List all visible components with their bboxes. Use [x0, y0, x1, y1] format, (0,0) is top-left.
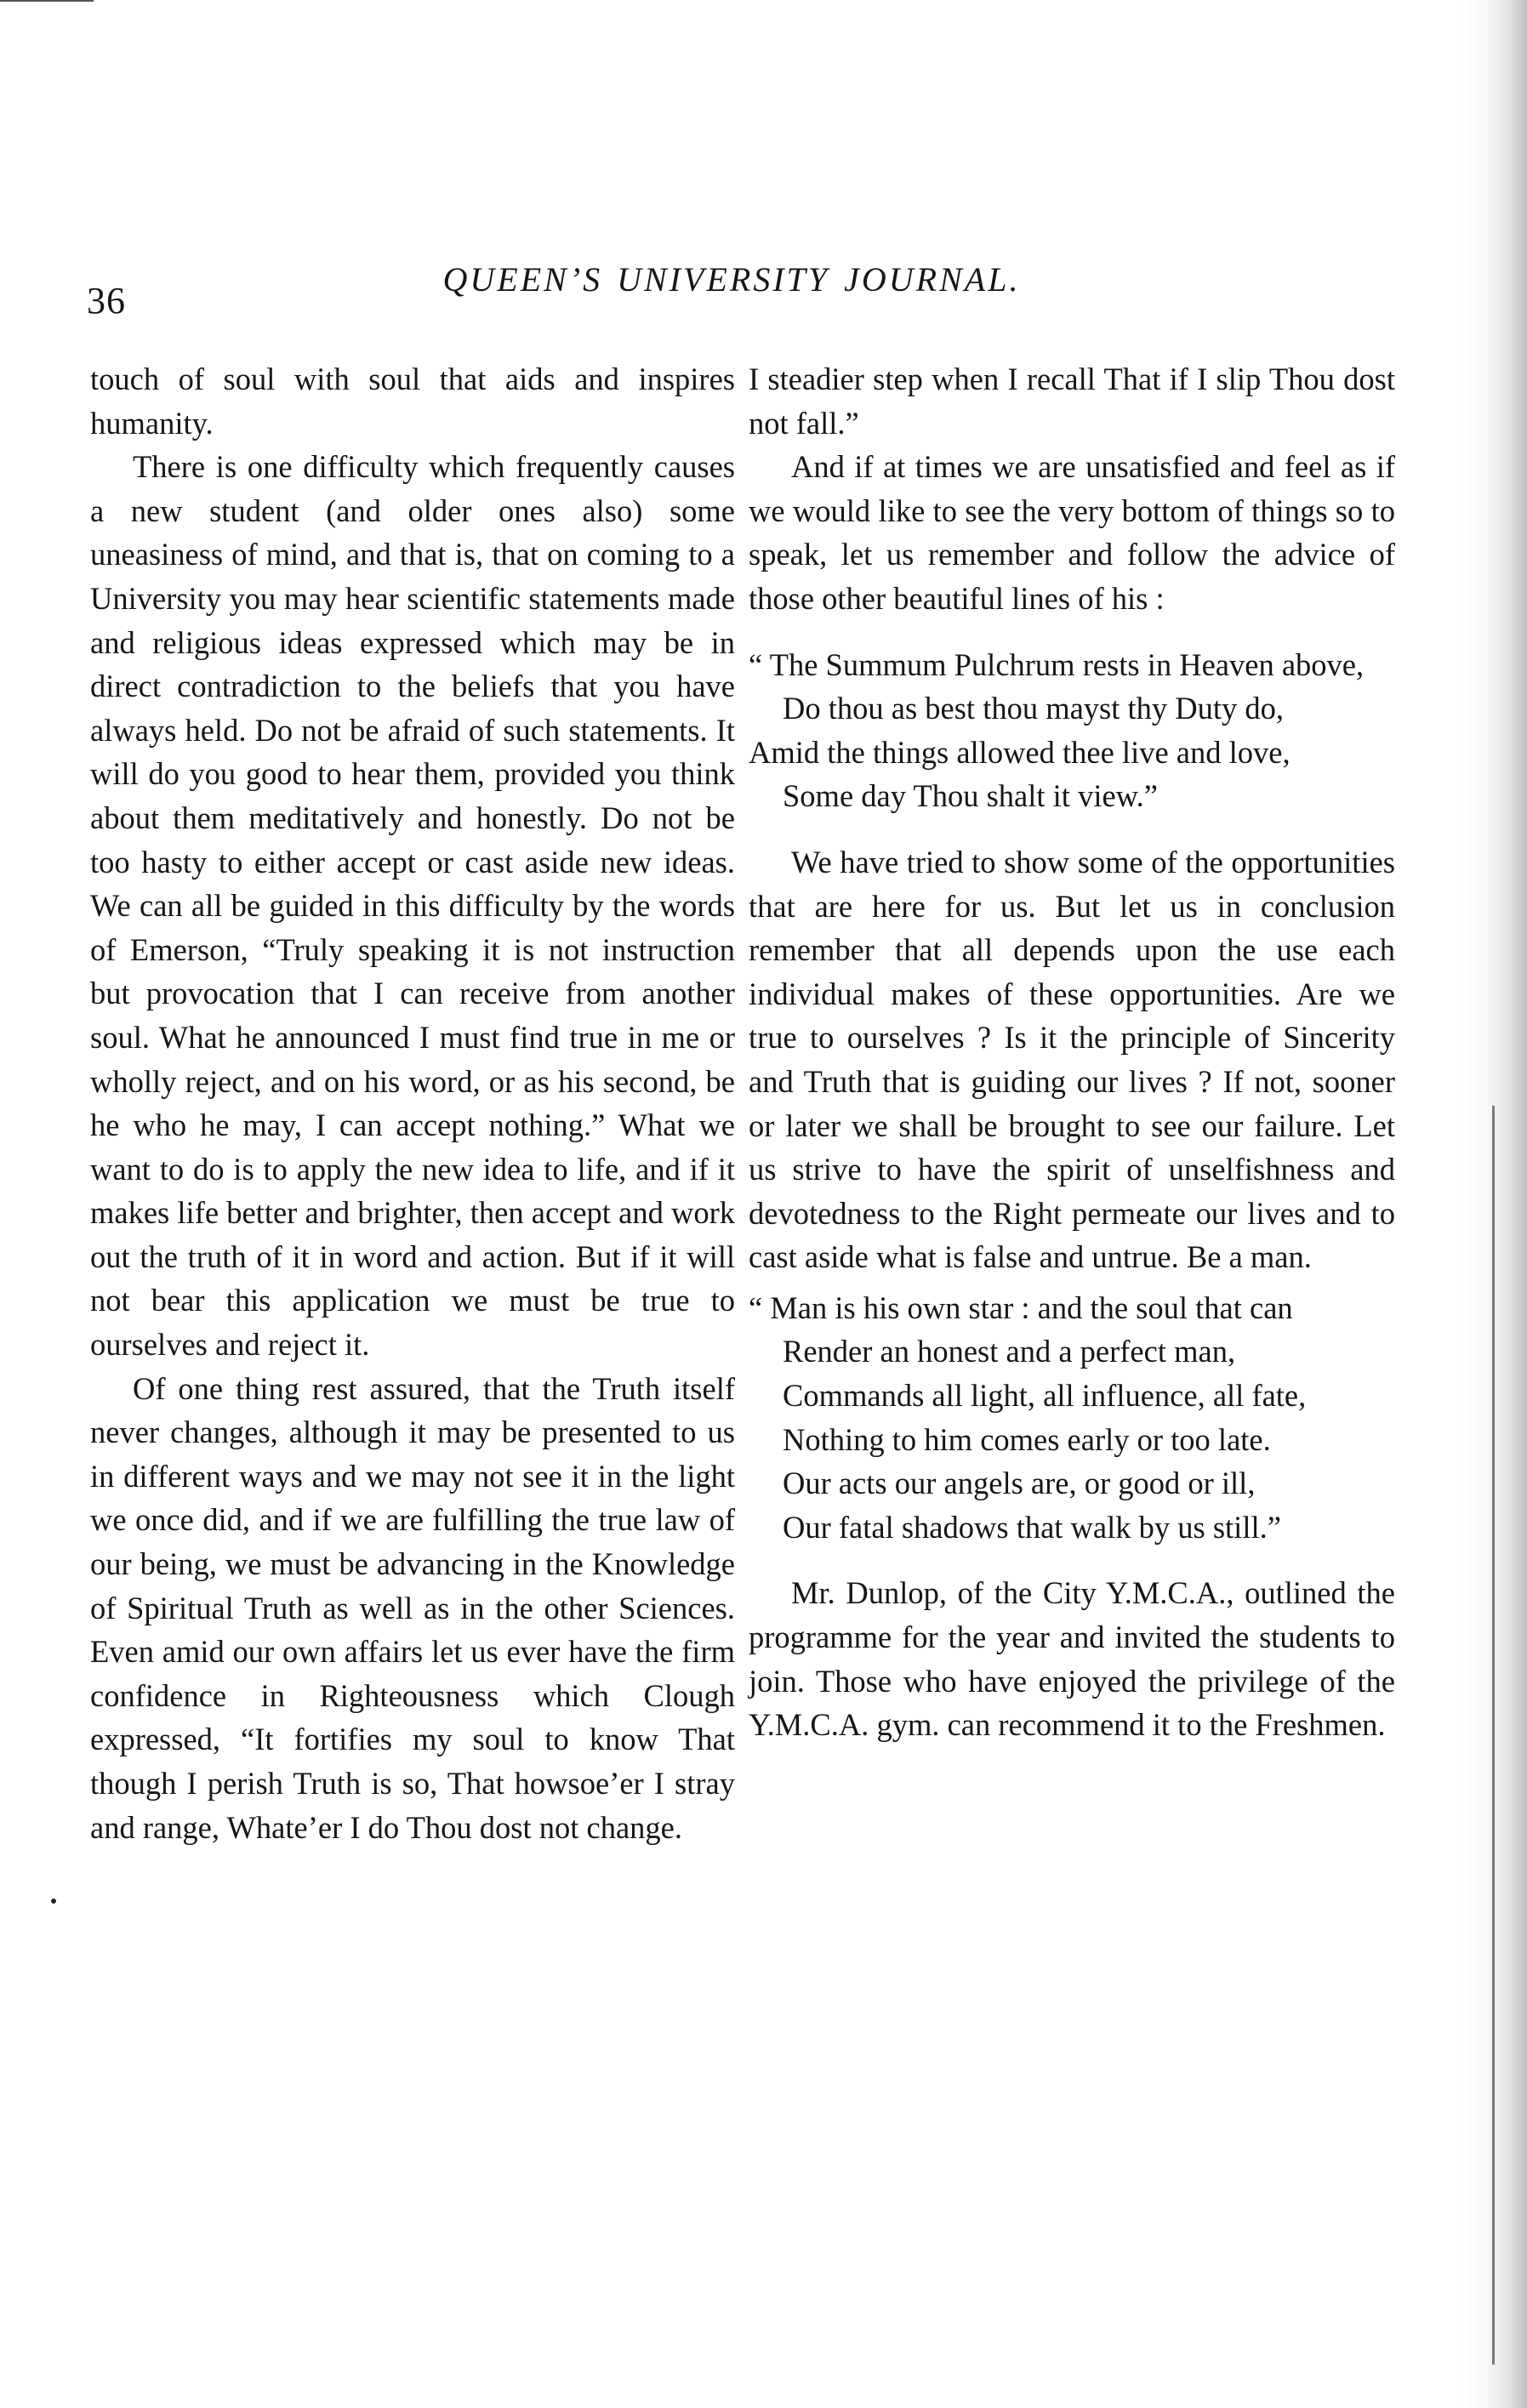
- page-number: 36: [87, 280, 126, 322]
- poem-line: Commands all light, all influence, all fate,: [783, 1378, 1307, 1414]
- poem-line: Our fatal shadows that walk by us still.”: [783, 1509, 1281, 1545]
- left-paragraph-1: touch of soul with soul that aids and inspires humanity.: [90, 361, 735, 441]
- poem-line: Render an honest and a perfect man,: [783, 1334, 1236, 1369]
- right-paragraph-4: Mr. Dunlop, of the City Y.M.C.A., outlined the programme for the year and invited the students to join. Those who have enjoyed the privilege of the Y.M.C.A. gym. can recommend it to the Freshmen.: [749, 1575, 1395, 1743]
- poem-line: “ The Summum Pulchrum rests in Heaven above,: [749, 646, 1365, 682]
- poem-man-his-own-star: [749, 1286, 1395, 1550]
- poem-summum-pulchrum: [749, 643, 1395, 818]
- page-edge-binding: [1492, 1106, 1495, 2365]
- left-column: [90, 357, 735, 1849]
- right-paragraph-3: We have tried to show some of the opportunities that are here for us. But let us in conclusion remember that all depends upon the use each individual makes of these opportunities. Are we true to ourselves ? Is it the principle of Sincerity and Truth that is guiding our lives ? If not, sooner or later we shall be brought to see our failure. Let us strive to have the spirit of unselfishness and devotedness to the Right permeate our lives and to cast aside what is false and untrue. Be a man.: [749, 844, 1395, 1275]
- poem-line: “ Man is his own star : and the soul that can: [749, 1289, 1293, 1325]
- right-paragraph-2: And if at times we are unsatisfied and feel as if we would like to see the very bottom of things so to speak, let us remember and follow the advice of those other beautiful lines of his :: [749, 449, 1395, 616]
- poem-line: Our acts our angels are, or good or ill,: [783, 1466, 1256, 1501]
- poem-line: Some day Thou shalt it view.”: [783, 778, 1158, 814]
- right-paragraph-1: I steadier step when I recall That if I slip Thou dost not fall.”: [749, 361, 1395, 441]
- left-paragraph-3: Of one thing rest assured, that the Truth itself never changes, although it may be presented to us in different ways and we may not see it in the light we once did, and if we are fulfilling the true law of our being, we must be advancing in the Knowledge of Spiritual Truth as well as in the other Sciences. Even amid our own affairs let us ever have the firm confidence in Righteousness which Clough expressed, “It fortifies my soul to know That though I perish Truth is so, That howsoe’er I stray and range, Whate’er I do Thou dost not change.: [90, 1370, 735, 1845]
- poem-line: Nothing to him comes early or too late.: [783, 1421, 1271, 1457]
- margin-dot: [51, 1899, 56, 1904]
- left-paragraph-2: There is one difficulty which frequently causes a new student (and older ones also) some uneasiness of mind, and that is, that on coming to a University you may hear scientific statements made and religious ideas expressed which may be in direct contradiction to the beliefs that you have always held. Do not be afraid of such statements. It will do you good to hear them, provided you think about them meditatively and honestly. Do not be too hasty to either accept or cast aside new ideas. We can all be guided in this difficulty by the words of Emerson, “Truly speaking it is not instruction but provocation that I can receive from another soul. What he announced I must find true in me or wholly reject, and on his word, or as his second, be he who he may, I can accept nothing.” What we want to do is to apply the new idea to life, and if it makes life better and brighter, then accept and work out the truth of it in word and action. But if it will not bear this application we must be true to ourselves and reject it.: [90, 449, 735, 1363]
- poem-line: Do thou as best thou mayst thy Duty do,: [783, 691, 1285, 726]
- poem-line: Amid the things allowed thee live and love,: [749, 734, 1291, 770]
- running-title: QUEEN’S UNIVERSITY JOURNAL.: [442, 260, 1021, 299]
- right-column: [749, 357, 1395, 1747]
- top-corner-rule: [0, 0, 94, 2]
